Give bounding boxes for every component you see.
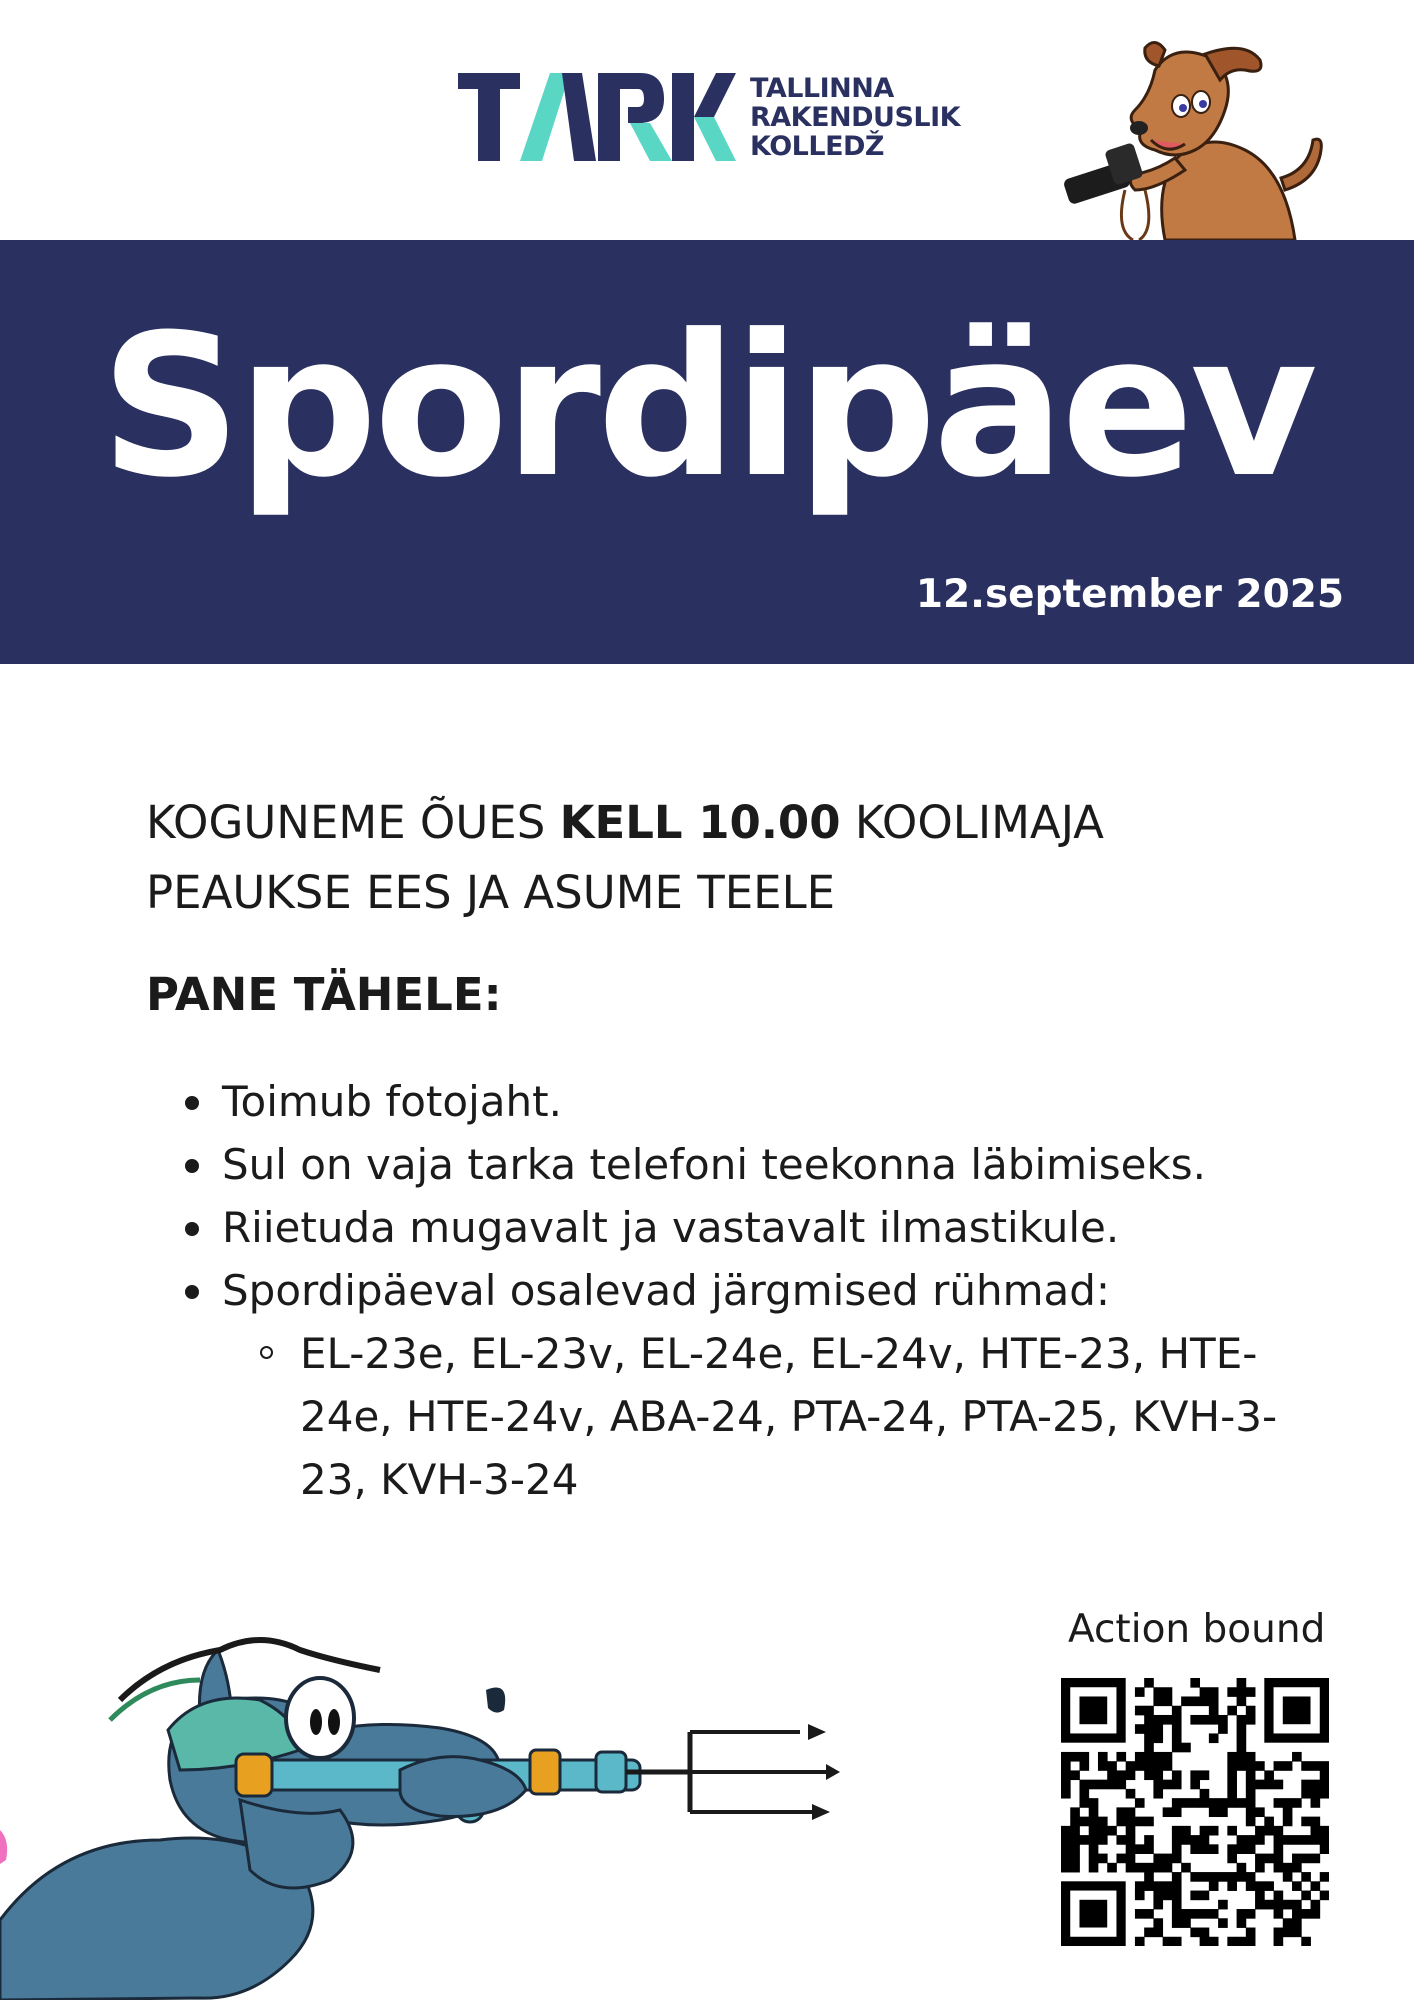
list-item-text: Spordipäeval osalevad järgmised rühmad: [222,1266,1111,1315]
groups-text: EL-23e, EL-23v, EL-24e, EL-24v, HTE-23, HTE-24e, HTE-24v, ABA-24, PTA-24, PTA-25, KVH-3-23, KVH-3-24 [300,1329,1278,1504]
notes-list [222,1070,1342,1511]
event-date: 12.september 2025 [915,572,1344,617]
note-heading: PANE TÄHELE: [146,968,502,1021]
logo-line: RAKENDUSLIK [750,101,961,133]
meeting-info-text: KOOLIMAJA PEAUKSE EES JA ASUME TEELE [146,796,1104,919]
circle-bullet-icon [260,1346,273,1359]
qr-label: Action bound [1068,1607,1326,1652]
college-logo [458,72,960,162]
logo-line: TALLINNA [750,72,894,104]
bullet-icon [185,1096,199,1110]
logo-text [750,74,960,161]
bullet-icon [185,1285,199,1299]
page-title: Spordipäev [100,293,1314,521]
list-item [222,1259,1342,1511]
logo-line: KOLLEDŽ [750,130,885,162]
list-item-text: Toimub fotojaht. [222,1077,562,1126]
meeting-time: KELL 10.00 [559,796,841,849]
dog-with-camera-icon [1055,40,1335,242]
tark-wordmark-icon [458,73,736,161]
meeting-info-text: KOGUNEME ÕUES [146,796,560,849]
wolf-with-speargun-icon [0,1620,840,2000]
bullet-icon [185,1222,199,1236]
bullet-icon [185,1159,199,1173]
meeting-info [146,788,1286,928]
list-item [222,1070,1342,1133]
groups-item [300,1322,1342,1511]
list-item [222,1196,1342,1259]
list-item-text: Riietuda mugavalt ja vastavalt ilmastikule. [222,1203,1120,1252]
list-item [222,1133,1342,1196]
qr-code-icon[interactable] [1061,1678,1329,1946]
list-item-text: Sul on vaja tarka telefoni teekonna läbimiseks. [222,1140,1206,1189]
